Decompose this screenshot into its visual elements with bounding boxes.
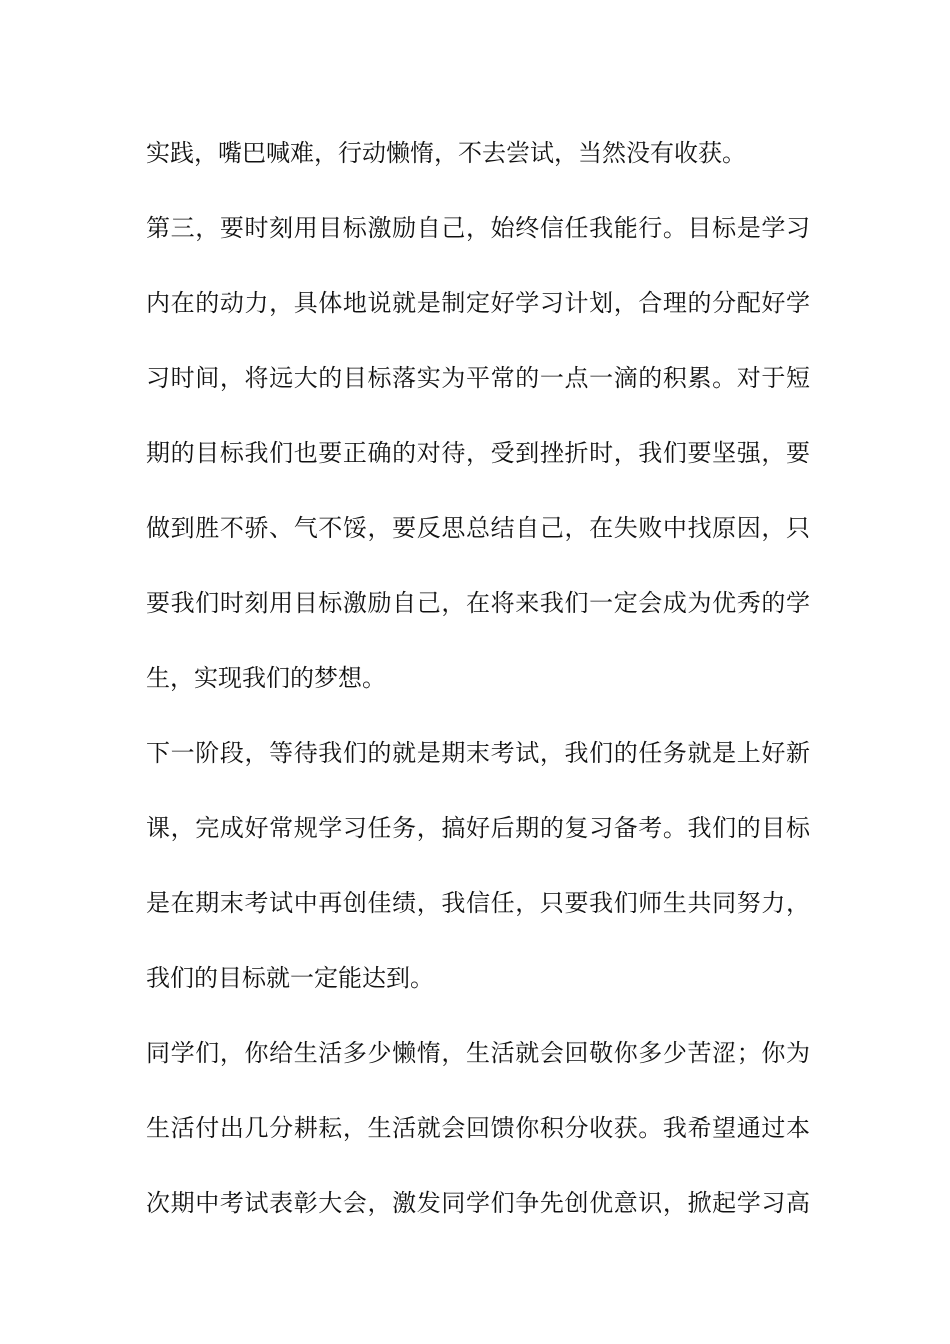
text-line: 实践，嘴巴喊难，行动懒惰，不去尝试，当然没有收获。	[146, 139, 746, 167]
text-line: 第三，要时刻用目标激励自己，始终信任我能行。目标是学习	[146, 214, 810, 242]
document-body	[146, 133, 810, 1258]
text-line: 课，完成好常规学习任务，搞好后期的复习备考。我们的目标	[146, 814, 810, 842]
text-line: 是在期末考试中再创佳绩，我信任，只要我们师生共同努力，	[146, 889, 810, 917]
text-line: 下一阶段，等待我们的就是期末考试，我们的任务就是上好新	[146, 739, 810, 767]
text-line: 期的目标我们也要正确的对待，受到挫折时，我们要坚强，要	[146, 439, 810, 467]
text-line: 做到胜不骄、气不馁，要反思总结自己，在失败中找原因，只	[146, 514, 810, 542]
text-line: 生活付出几分耕耘，生活就会回馈你积分收获。我希望通过本	[146, 1114, 810, 1142]
text-line: 生，实现我们的梦想。	[146, 664, 386, 692]
text-line: 同学们，你给生活多少懒惰，生活就会回敬你多少苦涩；你为	[146, 1039, 810, 1067]
text-line: 次期中考试表彰大会，激发同学们争先创优意识，掀起学习高	[146, 1189, 810, 1217]
text-line: 习时间，将远大的目标落实为平常的一点一滴的积累。对于短	[146, 364, 810, 392]
text-line: 内在的动力，具体地说就是制定好学习计划，合理的分配好学	[146, 289, 810, 317]
text-line: 我们的目标就一定能达到。	[146, 964, 434, 992]
text-line: 要我们时刻用目标激励自己，在将来我们一定会成为优秀的学	[146, 589, 810, 617]
